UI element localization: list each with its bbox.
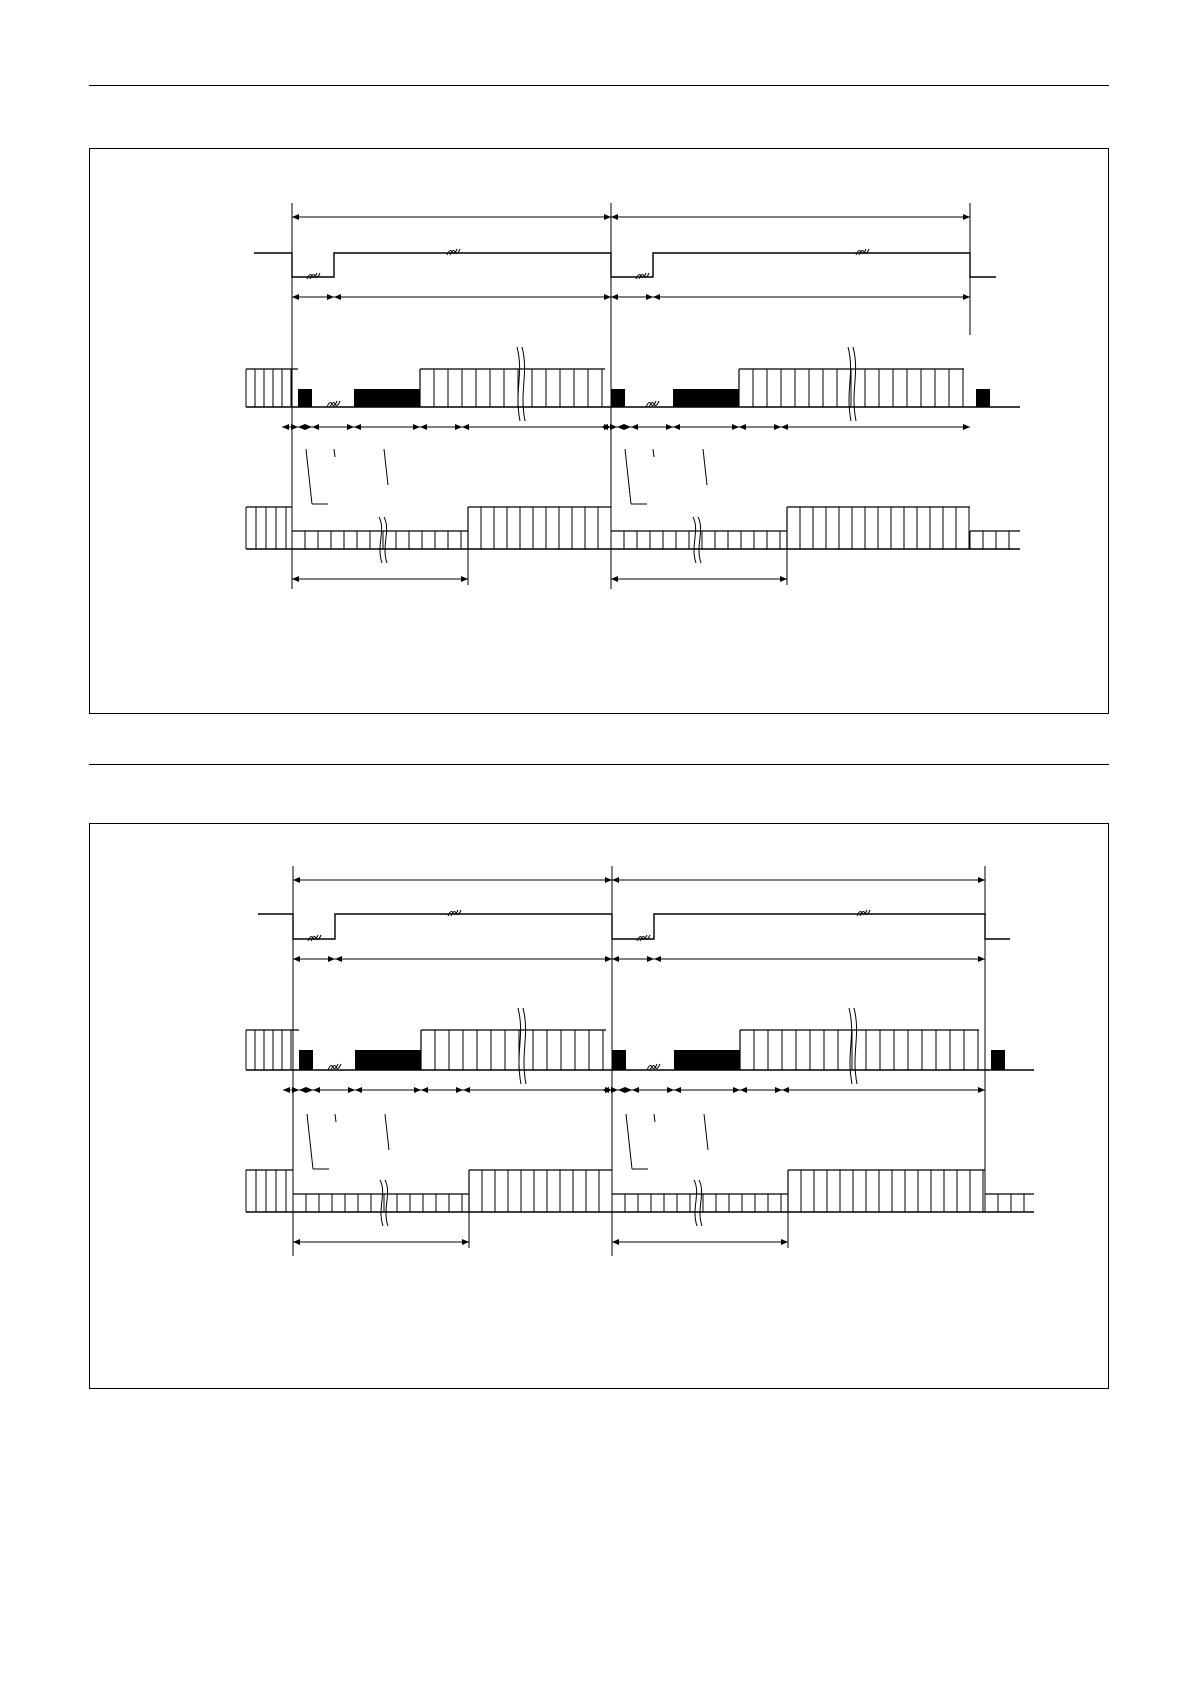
sync-high-dimension-1-arrow-right — [604, 294, 611, 300]
data-line-1-interval-a-0-arrow-left — [282, 424, 289, 430]
data-line-1-interval-b-1-arrow-right — [625, 1087, 632, 1093]
data-line-1-interval-e-0-arrow-right — [455, 424, 462, 430]
data-line-1-interval-b-1-arrow-left — [617, 424, 624, 430]
data-line-1-burst-block-2 — [991, 1050, 1005, 1070]
data-line-1-interval-b-0-arrow-left — [299, 1087, 306, 1093]
data-line-1-interval-e-0-arrow-left — [420, 424, 427, 430]
data-line-1-interval-d-1-arrow-right — [733, 1087, 740, 1093]
data-line-2-big-break-0-a — [380, 1180, 383, 1226]
sync-high-dimension-2-arrow-right — [978, 956, 985, 962]
period-dimension-1-arrow-right — [605, 877, 612, 883]
data-line-1-interval-d-1-arrow-left — [674, 1087, 681, 1093]
sync-low-dimension-1-arrow-left — [293, 956, 300, 962]
data-line-1-interval-e-1-arrow-right — [775, 1087, 782, 1093]
data-line-2-interval-0-arrow-left — [293, 1239, 300, 1245]
sync-low-dimension-1-arrow-left — [292, 294, 299, 300]
data-line-1-interval-b-1-arrow-left — [618, 1087, 625, 1093]
data-line-2-interval-1-arrow-left — [612, 1239, 619, 1245]
sync-break-1-b — [310, 273, 320, 279]
data-line-1-big-break-1-b — [854, 1008, 857, 1084]
data-line-2-interval-0-arrow-right — [462, 1239, 469, 1245]
period-dimension-2-arrow-right — [963, 214, 970, 220]
callout-tick-1 — [654, 1114, 655, 1122]
data-line-1-big-break-0-b — [523, 1008, 526, 1084]
data-line-1-interval-f-1-arrow-right — [978, 1087, 985, 1093]
period-dimension-1-arrow-left — [292, 214, 299, 220]
data-line-1-interval-f-0-arrow-left — [462, 424, 469, 430]
data-line-2-big-break-0-b — [385, 1180, 388, 1226]
callout-slant-a-0 — [306, 449, 312, 504]
sync-high-dimension-1-arrow-right — [605, 956, 612, 962]
data-line-1-interval-a-1-arrow-right — [611, 1087, 618, 1093]
period-dimension-1-arrow-right — [604, 214, 611, 220]
data-line-1-interval-c-1-arrow-right — [667, 1087, 674, 1093]
data-line-1-interval-c-0-arrow-left — [312, 424, 319, 430]
data-line-1-video-block-0 — [355, 1050, 421, 1070]
period-dimension-2-arrow-left — [611, 214, 618, 220]
data-line-1-interval-e-0-arrow-left — [421, 1087, 428, 1093]
data-line-1-interval-a-0-arrow-right — [291, 424, 298, 430]
data-line-1-big-break-0-a — [518, 1008, 521, 1084]
data-line-1-big-break-1-b — [853, 347, 856, 421]
callout-slant-a-1 — [626, 1114, 632, 1169]
sync-low-dimension-1-arrow-right — [327, 294, 334, 300]
sync-break-4-b — [859, 249, 869, 255]
data-line-1-interval-c-0-arrow-right — [347, 424, 354, 430]
data-line-1-interval-f-1-arrow-left — [781, 424, 788, 430]
data-line-1-interval-b-0-arrow-right — [306, 1087, 313, 1093]
data-line-1-interval-d-1-arrow-right — [732, 424, 739, 430]
sync-high-dimension-2-arrow-left — [654, 956, 661, 962]
sync-high-dimension-2-arrow-left — [653, 294, 660, 300]
data-line-2-interval-1-arrow-right — [780, 576, 787, 582]
sync-break-2-b — [450, 249, 460, 255]
data-line-1-video-block-1 — [674, 1050, 740, 1070]
data-line-1-interval-d-0-arrow-left — [354, 424, 361, 430]
sync-break-4-b — [860, 910, 870, 916]
data-line-1-interval-b-0-arrow-left — [298, 424, 305, 430]
callout-slant-b-1 — [704, 1114, 708, 1150]
data-line-1-interval-c-1-arrow-left — [631, 424, 638, 430]
data-line-1-interval-b-1-arrow-right — [624, 424, 631, 430]
data-line-2-big-break-1-a — [693, 517, 696, 563]
data-line-1-burst-block-2 — [976, 389, 990, 407]
sync-break-2-b — [451, 910, 461, 916]
callout-slant-b-1 — [703, 449, 707, 485]
period-dimension-2-arrow-right — [978, 877, 985, 883]
period-dimension-1-arrow-left — [293, 877, 300, 883]
middle-rule — [89, 764, 1109, 765]
sync-low-dimension-2-arrow-right — [647, 956, 654, 962]
data-line-1-interval-d-0-arrow-right — [414, 1087, 421, 1093]
top-rule — [89, 85, 1109, 86]
data-line-1-small-break-1-b — [649, 401, 659, 407]
callout-slant-a-0 — [307, 1114, 313, 1169]
data-line-1-interval-e-1-arrow-right — [774, 424, 781, 430]
data-line-1-interval-c-1-arrow-left — [632, 1087, 639, 1093]
data-line-1-burst-block-0 — [299, 1050, 313, 1070]
data-line-2-interval-1-arrow-right — [781, 1239, 788, 1245]
data-line-1-burst-block-1 — [611, 389, 625, 407]
data-line-2-big-break-0-b — [384, 517, 387, 563]
data-line-2-interval-0-arrow-left — [292, 576, 299, 582]
sync-break-3-b — [640, 935, 650, 941]
sync-break-1-b — [311, 935, 321, 941]
timing-diagram-1 — [90, 149, 1110, 715]
sync-high-dimension-1-arrow-left — [334, 294, 341, 300]
data-line-1-small-break-1-b — [650, 1064, 660, 1070]
data-line-2-big-break-1-a — [694, 1180, 697, 1226]
data-line-1-interval-a-0-arrow-left — [283, 1087, 290, 1093]
sync-low-dimension-1-arrow-right — [328, 956, 335, 962]
data-line-1-interval-e-1-arrow-left — [739, 424, 746, 430]
data-line-1-burst-block-1 — [612, 1050, 626, 1070]
data-line-1-big-break-0-b — [522, 347, 525, 421]
data-line-2-interval-0-arrow-right — [461, 576, 468, 582]
sync-low-dimension-2-arrow-left — [612, 956, 619, 962]
data-line-1-interval-f-0-arrow-left — [463, 1087, 470, 1093]
timing-diagram-panel-1 — [89, 148, 1109, 714]
sync-pulse-waveform — [258, 914, 1010, 939]
data-line-1-interval-c-0-arrow-left — [313, 1087, 320, 1093]
data-line-1-interval-c-1-arrow-right — [666, 424, 673, 430]
data-line-1-interval-f-1-arrow-right — [963, 424, 970, 430]
data-line-2-big-break-0-a — [379, 517, 382, 563]
data-line-1-small-break-0-b — [330, 401, 340, 407]
data-line-1-big-break-0-a — [517, 347, 520, 421]
callout-slant-b-0 — [385, 1114, 389, 1150]
data-line-2-big-break-1-b — [699, 1180, 702, 1226]
period-dimension-2-arrow-left — [612, 877, 619, 883]
data-line-1-interval-d-0-arrow-right — [413, 424, 420, 430]
sync-break-3-b — [639, 273, 649, 279]
callout-tick-0 — [335, 1114, 336, 1122]
data-line-1-interval-a-0-arrow-right — [292, 1087, 299, 1093]
data-line-1-interval-d-0-arrow-left — [355, 1087, 362, 1093]
data-line-1-interval-e-1-arrow-left — [740, 1087, 747, 1093]
data-line-1-interval-c-0-arrow-right — [348, 1087, 355, 1093]
callout-slant-b-0 — [384, 449, 388, 485]
data-line-1-video-block-0 — [354, 389, 420, 407]
sync-low-dimension-2-arrow-right — [646, 294, 653, 300]
data-line-1-video-block-1 — [673, 389, 739, 407]
data-line-1-interval-f-1-arrow-left — [782, 1087, 789, 1093]
data-line-1-interval-d-1-arrow-left — [673, 424, 680, 430]
callout-slant-a-1 — [625, 449, 631, 504]
timing-diagram-panel-2 — [89, 823, 1109, 1389]
data-line-1-interval-b-0-arrow-right — [305, 424, 312, 430]
data-line-1-small-break-0-b — [331, 1064, 341, 1070]
callout-tick-0 — [334, 449, 335, 457]
data-line-2-big-break-1-b — [698, 517, 701, 563]
sync-low-dimension-2-arrow-left — [611, 294, 618, 300]
sync-pulse-waveform — [254, 253, 996, 277]
data-line-1-interval-e-0-arrow-right — [456, 1087, 463, 1093]
data-line-2-interval-1-arrow-left — [611, 576, 618, 582]
sync-high-dimension-1-arrow-left — [335, 956, 342, 962]
callout-tick-1 — [653, 449, 654, 457]
data-line-1-burst-block-0 — [298, 389, 312, 407]
timing-diagram-2 — [90, 824, 1110, 1390]
sync-high-dimension-2-arrow-right — [963, 294, 970, 300]
data-line-1-interval-a-1-arrow-right — [610, 424, 617, 430]
